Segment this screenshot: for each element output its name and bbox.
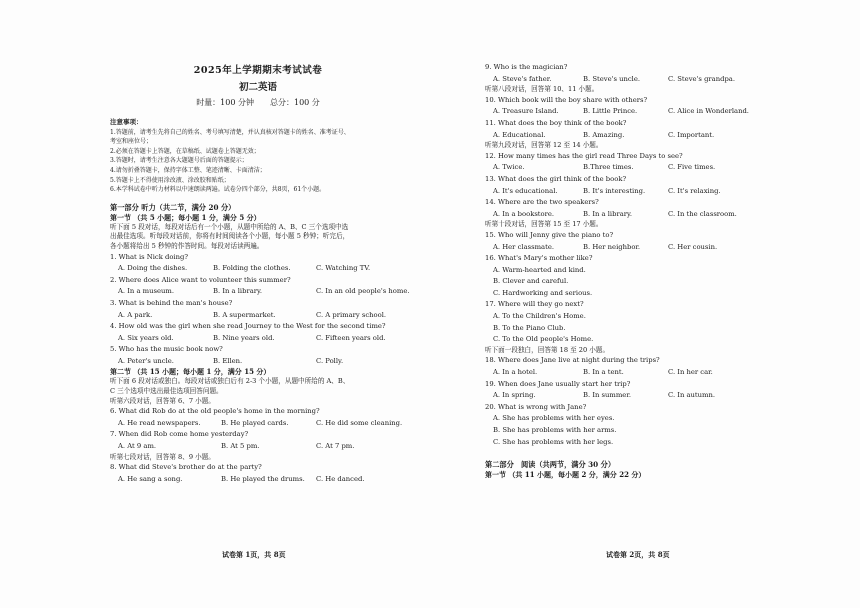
note-line: 3.答题时，请考生注意各大题题号后面的答题提示； <box>110 157 248 165</box>
option-a: A. In a hotel. <box>493 368 538 377</box>
option-a: A. To the Children's Home. <box>493 312 586 321</box>
dialogue-9-intro: 听第九段对话，回答第 12 至 14 小题。 <box>485 141 603 150</box>
option-a: A. Warm-hearted and kind. <box>493 265 586 274</box>
question-13: 13. What does the girl think of the book? <box>485 174 627 183</box>
dialogue-7-intro: 听第七段对话，回答第 8、9 小题。 <box>110 452 215 461</box>
option-b: B. She has problems with her arms. <box>493 426 617 434</box>
option-b: B. Amazing. <box>583 130 625 139</box>
option-b: B. Clever and careful. <box>493 277 569 286</box>
option-a: A. Her classmate. <box>493 242 555 251</box>
instruction-line: 听下面 6 段对话或独白。每段对话或独白后有 2-3 个小题，从题中所给的 A、B、 <box>110 377 350 386</box>
option-b: B. In a library. <box>583 209 633 218</box>
option-c: C. To the Old people's Home. <box>493 335 594 344</box>
option-a: A. Educational. <box>493 130 546 139</box>
note-line: 1.答题前，请考生先将自己的姓名、考号填写清楚，并认真核对答题卡的姓名、准考证号、 <box>110 128 350 136</box>
question-6: 6. What did Rob do at the old people's home in the morning? <box>110 407 320 416</box>
option-a: A. In a museum. <box>118 287 174 296</box>
option-c: C. He danced. <box>316 474 365 483</box>
option-c: C. He did some cleaning. <box>316 418 403 427</box>
dialogue-8-intro: 听第八段对话，回答第 10、11 小题。 <box>485 85 599 94</box>
option-a: A. Treasure Island. <box>493 107 559 116</box>
question-4-options <box>110 333 410 345</box>
question-3-options <box>110 310 410 322</box>
question-9-options <box>485 74 770 86</box>
question-18-options <box>485 367 770 379</box>
question-15: 15. Who will Jenny give the piano to? <box>485 230 614 239</box>
question-17-options <box>485 311 770 346</box>
option-c: C. Hardworking and serious. <box>493 288 593 297</box>
question-2: 2. Where does Alice want to volunteer this summer? <box>110 275 291 284</box>
instruction-line: C 三个选项中选出最佳选项回答问题。 <box>110 387 223 396</box>
section2-title: 第二节 （共 15 小题；每小题 1 分，满分 15 分） <box>110 367 271 377</box>
question-14: 14. Where are the two speakers? <box>485 198 599 207</box>
option-c: C. In autumn. <box>668 391 716 400</box>
title-block <box>106 62 410 108</box>
question-19-options <box>485 390 770 402</box>
notes-section <box>110 118 410 195</box>
option-b: B. In a library. <box>213 287 263 296</box>
option-b: B. A supermarket. <box>213 310 276 319</box>
option-c: C. Polly. <box>316 356 344 365</box>
option-c: C. Watching TV. <box>316 264 371 273</box>
question-8: 8. What did Steve's brother do at the party? <box>110 463 262 472</box>
question-19: 19. When does Jane usually start her trip? <box>485 379 631 388</box>
left-page <box>110 62 410 485</box>
part1-title: 第一部分 听力（共二节，满分 20 分） <box>110 202 236 212</box>
monologue-intro: 听下面一段独白，回答第 18 至 20 小题。 <box>485 345 610 354</box>
note-line: 5.答题卡上不得使用涂改液、涂改胶和贴纸； <box>110 176 230 184</box>
option-a: A. A park. <box>118 310 153 319</box>
option-c: C. It's relaxing. <box>668 186 721 195</box>
question-5-options <box>110 356 410 368</box>
page-footer-left: 试卷第 1页，共 8页 <box>222 550 286 559</box>
question-7-options <box>110 441 410 453</box>
question-11-options <box>485 130 770 142</box>
option-b: B. Little Prince. <box>583 107 638 116</box>
instruction-line: 听下面 5 段对话，每段对话后有一个小题，从题中所给的 A、B、C 三个选项中选 <box>110 222 349 231</box>
option-b: B.Three times. <box>583 163 634 172</box>
question-2-options <box>110 286 410 298</box>
option-c: C. In the classroom. <box>668 209 737 218</box>
option-b: B. It's interesting. <box>583 186 646 195</box>
question-17: 17. Where will they go next? <box>485 300 584 309</box>
option-c: C. Five times. <box>668 163 716 172</box>
option-b: B. Ellen. <box>213 356 243 365</box>
option-b: B. Nine years old. <box>213 333 275 342</box>
option-c: C. Important. <box>668 130 715 139</box>
option-c: C. In an old people's home. <box>316 287 410 296</box>
question-1-options <box>110 263 410 275</box>
option-b: B. Steve's uncle. <box>583 74 641 83</box>
option-a: A. Peter's uncle. <box>118 356 174 365</box>
section2-instructions <box>110 377 410 396</box>
option-b: B. He played the drums. <box>221 474 305 483</box>
question-12: 12. How many times has the girl read Three Days to see? <box>485 151 683 160</box>
notes-heading: 注意事项： <box>110 118 143 126</box>
dialogue-6-intro: 听第六段对话，回答第 6、7 小题。 <box>110 396 215 405</box>
option-a: A. At 9 am. <box>118 442 157 451</box>
question-14-options <box>485 209 770 221</box>
instruction-line: 各小题将给出 5 秒钟的作答时间。每段对话读两遍。 <box>110 241 264 250</box>
question-10-options <box>485 106 770 118</box>
option-a: A. It's educational. <box>493 186 558 195</box>
dialogue-10-intro: 听第十段对话，回答第 15 至 17 小题。 <box>485 220 603 229</box>
option-b: B. In a tent. <box>583 368 624 377</box>
option-c: C. She has problems with her legs. <box>493 437 614 446</box>
option-a: A. She has problems with her eyes. <box>493 414 615 423</box>
option-b: B. At 5 pm. <box>221 442 260 451</box>
option-b: B. To the Piano Club. <box>493 323 566 332</box>
exam-subject: 初二英语 <box>238 82 277 93</box>
question-4: 4. How old was the girl when she read Journey to the West for the second time? <box>110 322 386 331</box>
option-a: A. He sang a song. <box>118 474 183 483</box>
page-footer-right: 试卷第 2页，共 8页 <box>606 550 670 559</box>
exam-timing: 时量：100 分钟 总分：100 分 <box>196 98 320 107</box>
part2-title: 第二部分 阅读（共两节，满分 30 分） <box>485 460 616 470</box>
option-b: B. Folding the clothes. <box>213 264 291 273</box>
option-c: C. Alice in Wonderland. <box>668 107 749 116</box>
question-10: 10. Which book will the boy share with others? <box>485 95 648 104</box>
instruction-line: 出最佳选项。听每段对话前，你将有时间阅读各个小题，每小题 5 秒钟；听完后， <box>110 232 350 241</box>
question-20: 20. What is wrong with Jane? <box>485 402 587 411</box>
option-c: C. Her cousin. <box>668 242 718 251</box>
question-16-options <box>485 265 770 300</box>
option-a: A. Steve's father. <box>493 74 552 83</box>
question-12-options <box>485 162 770 174</box>
option-c: C. A primary school. <box>316 310 387 319</box>
question-20-options <box>485 413 770 448</box>
question-5: 5. Who has the music book now? <box>110 345 223 354</box>
option-b: B. He played cards. <box>221 418 289 427</box>
note-line: 6.本学科试卷中听力材料以中速朗读两遍。试卷分四个部分，共8页，61个小题。 <box>110 186 326 194</box>
question-7: 7. When did Rob come home yesterday? <box>110 430 249 439</box>
part2-section1-title: 第一节 （共 11 小题，每小题 2 分，满分 22 分） <box>485 470 646 480</box>
question-11: 11. What does the boy think of the book? <box>485 118 627 127</box>
note-line: 2.必须在答题卡上答题，在草稿纸、试题卷上答题无效； <box>110 147 260 155</box>
option-a: A. He read newspapers. <box>118 418 201 427</box>
option-c: C. Steve's grandpa. <box>668 74 736 83</box>
section1-title: 第一节 （共 5 小题；每小题 1 分，满分 5 分） <box>110 212 261 222</box>
option-a: A. In spring. <box>493 391 536 400</box>
question-18: 18. Where does Jane live at night during the trips? <box>485 356 660 365</box>
question-16: 16. What's Mary's mother like? <box>485 254 593 263</box>
question-9: 9. Who is the magician? <box>485 63 568 71</box>
option-c: C. Fifteen years old. <box>316 333 386 342</box>
right-page <box>485 62 770 480</box>
section1-instructions <box>110 223 410 252</box>
note-line: 考室和座位号； <box>110 138 153 146</box>
option-a: A. Six years old. <box>118 333 174 342</box>
question-15-options <box>485 242 770 254</box>
question-3: 3. What is behind the man's house? <box>110 298 233 307</box>
option-a: A. Doing the dishes. <box>118 264 188 273</box>
question-1: 1. What is Nick doing? <box>110 252 188 261</box>
exam-title: 2025年上学期期末考试试卷 <box>193 65 323 76</box>
option-b: B. Her neighbor. <box>583 242 641 251</box>
option-a: A. In a bookstore. <box>493 209 555 218</box>
option-a: A. Twice. <box>493 163 525 172</box>
option-c: C. At 7 pm. <box>316 442 355 451</box>
option-c: C. In her car. <box>668 368 713 377</box>
question-13-options <box>485 186 770 198</box>
option-b: B. In summer. <box>583 391 631 400</box>
question-6-options <box>110 418 410 430</box>
note-line: 4.请勿折叠答题卡，保持字体工整、笔迹清晰、卡面清洁； <box>110 166 266 174</box>
question-8-options <box>110 474 410 486</box>
